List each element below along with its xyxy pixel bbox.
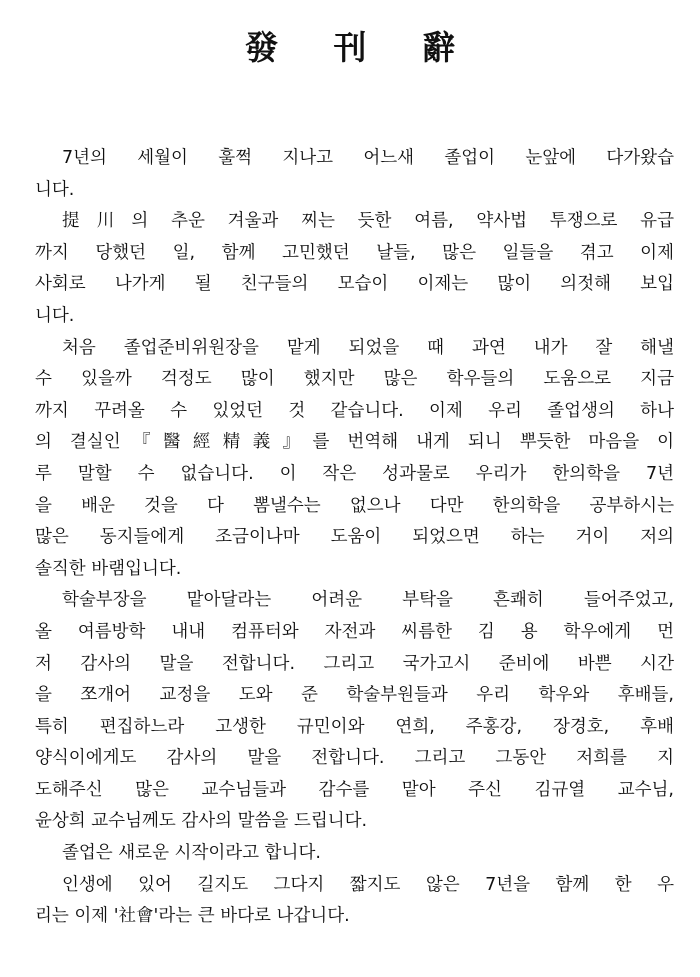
text-line: 솔직한 바램입니다.: [35, 558, 182, 579]
text-line: 인생에 있어 길지도 그다지 짧지도 않은 7년을 함께 한 우: [62, 874, 674, 895]
text-line: 수 있을까 걱정도 많이 했지만 많은 학우들의 도움으로 지금: [35, 369, 674, 390]
text-line: 提川의 추운 겨울과 찌는 듯한 여름, 약사법 투쟁으로 유급: [62, 211, 674, 232]
text-line: 7년의 세월이 훌쩍 지나고 어느새 졸업이 눈앞에 다가왔습: [62, 148, 674, 168]
text-line: 의 결실인『醫經精義』를 번역해 내게 되니 뿌듯한 마음을 이: [35, 432, 674, 453]
paragraph-4: [35, 585, 674, 838]
paragraph-3: [35, 333, 674, 586]
text-line: 올 여름방학 내내 컴퓨터와 자전과 씨름한 김 용 학우에게 먼: [35, 621, 674, 642]
paragraph-1: [35, 143, 674, 206]
text-line: 니다.: [35, 305, 75, 326]
body-text: [35, 143, 674, 933]
text-line: 리는 이제 '社會'라는 큰 바다로 나갑니다.: [35, 906, 350, 927]
text-line: 도해주신 많은 교수님들과 감수를 맡아 주신 김규열 교수님,: [35, 779, 674, 800]
text-line: 을 쪼개어 교정을 도와 준 학술부원들과 우리 학우와 후배들,: [35, 685, 674, 706]
text-line: 까지 당했던 일, 함께 고민했던 날들, 많은 일들을 겪고 이제: [35, 242, 674, 263]
text-line: 사회로 나가게 될 친구들의 모습이 이제는 많이 의젓해 보입: [35, 274, 674, 295]
text-line: 특히 편집하느라 고생한 규민이와 연희, 주홍강, 장경호, 후배: [35, 716, 674, 737]
text-line: 루 말할 수 없습니다. 이 작은 성과물로 우리가 한의학을 7년: [35, 463, 674, 484]
paragraph-2: [35, 206, 674, 332]
paragraph-5: [62, 838, 674, 870]
text-line: 졸업은 새로운 시작이라고 합니다.: [62, 843, 321, 864]
text-line: 양식이에게도 감사의 말을 전합니다. 그리고 그동안 저희를 지: [35, 748, 674, 769]
text-line: 을 배운 것을 다 뽐낼수는 없으나 다만 한의학을 공부하시는: [35, 495, 674, 516]
text-line: 까지 꾸려올 수 있었던 것 같습니다. 이제 우리 졸업생의 하나: [35, 400, 674, 421]
text-line: 저 감사의 말을 전합니다. 그리고 국가고시 준비에 바쁜 시간: [35, 653, 674, 674]
text-line: 많은 동지들에게 조금이나마 도움이 되었으면 하는 거이 저의: [35, 527, 674, 548]
page-title: 發 刊 辭: [245, 28, 477, 67]
paragraph-6: [35, 870, 674, 933]
text-line: 니다.: [35, 179, 75, 200]
text-line: 윤상희 교수님께도 감사의 말씀을 드립니다.: [35, 811, 368, 832]
text-line: 처음 졸업준비위원장을 맡게 되었을 때 과연 내가 잘 해낼: [62, 337, 674, 358]
text-line: 학술부장을 맡아달라는 어려운 부탁을 흔쾌히 들어주었고,: [62, 590, 674, 611]
